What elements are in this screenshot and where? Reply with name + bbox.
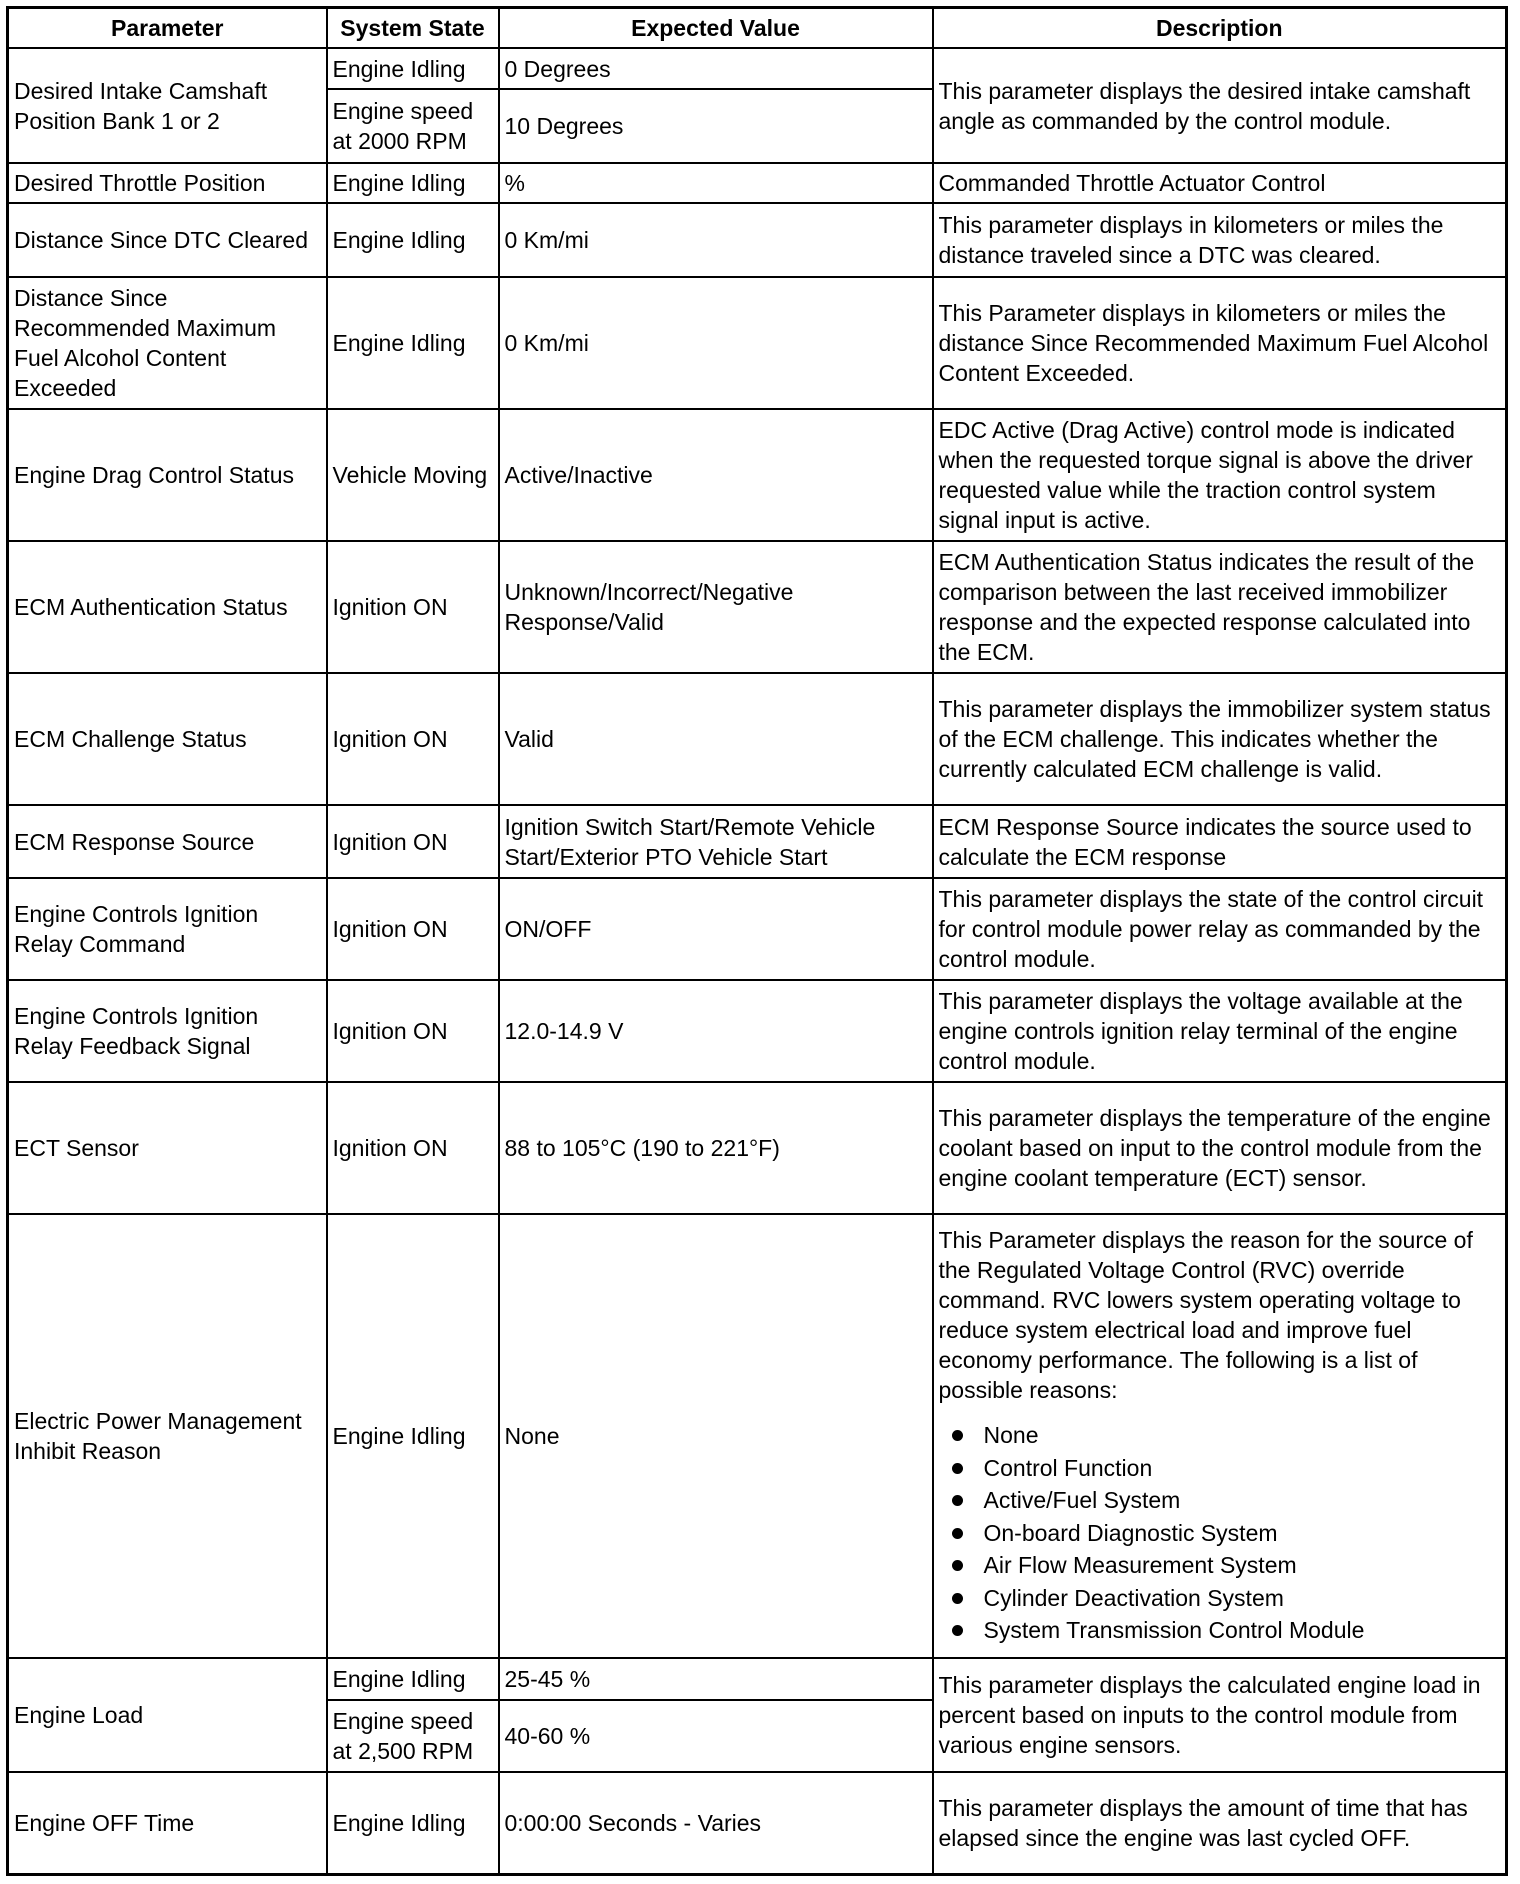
- description-text: This parameter displays the temperature of the engine coolant based on input to the control module from the engine coolant temperature (ECT) sensor.: [938, 1105, 1491, 1191]
- system-state: Engine Idling: [327, 1214, 499, 1658]
- description-text: This Parameter displays in kilometers or miles the distance Since Recommended Maximum Fuel Alcohol Content Exceeded.: [938, 300, 1489, 386]
- expected-value: ON/OFF: [499, 878, 933, 980]
- expected-value: 0 Km/mi: [499, 277, 933, 409]
- parameter-name: ECM Response Source: [8, 805, 327, 878]
- description-text: EDC Active (Drag Active) control mode is indicated when the requested torque signal is above the driver requested value while the traction control system signal input is active.: [938, 417, 1473, 533]
- expected-value: 12.0-14.9 V: [499, 980, 933, 1082]
- reason-item: Air Flow Measurement System: [984, 1549, 1501, 1582]
- table-row: [8, 1214, 1507, 1658]
- description: [933, 203, 1507, 277]
- reason-item: System Transmission Control Module: [984, 1614, 1501, 1647]
- reason-item: None: [984, 1419, 1501, 1452]
- header-system-state: System State: [327, 8, 499, 49]
- expected-value: None: [499, 1214, 933, 1658]
- table-row: [8, 541, 1507, 673]
- expected-value: 25-45 %: [499, 1658, 933, 1700]
- parameter-name: Engine Controls Ignition Relay Command: [8, 878, 327, 980]
- expected-value: Active/Inactive: [499, 409, 933, 541]
- description-text: This parameter displays the state of the control circuit for control module power relay as commanded by the control module.: [938, 886, 1484, 972]
- table-row: [8, 1658, 1507, 1700]
- expected-value: 0:00:00 Seconds - Varies: [499, 1772, 933, 1874]
- system-state: Ignition ON: [327, 980, 499, 1082]
- system-state: Engine speed at 2000 RPM: [327, 89, 499, 163]
- header-parameter: Parameter: [8, 8, 327, 49]
- header-row: [8, 8, 1507, 49]
- parameter-name: ECM Challenge Status: [8, 673, 327, 805]
- description: [933, 673, 1507, 805]
- system-state: Ignition ON: [327, 1082, 499, 1214]
- system-state: Engine speed at 2,500 RPM: [327, 1700, 499, 1772]
- parameter-name: ECT Sensor: [8, 1082, 327, 1214]
- parameter-name: Engine Drag Control Status: [8, 409, 327, 541]
- parameter-name: ECM Authentication Status: [8, 541, 327, 673]
- system-state: Engine Idling: [327, 203, 499, 277]
- expected-value: Ignition Switch Start/Remote Vehicle Start/Exterior PTO Vehicle Start: [499, 805, 933, 878]
- description: [933, 1772, 1507, 1874]
- description-text: ECM Response Source indicates the source used to calculate the ECM response: [938, 813, 1472, 870]
- description: [933, 878, 1507, 980]
- description-text: Commanded Throttle Actuator Control: [938, 170, 1326, 196]
- parameter-table: [6, 6, 1508, 1876]
- description: [933, 277, 1507, 409]
- system-state: Engine Idling: [327, 277, 499, 409]
- parameter-name: Distance Since DTC Cleared: [8, 203, 327, 277]
- system-state: Engine Idling: [327, 1658, 499, 1700]
- description: [933, 541, 1507, 673]
- expected-value: 0 Degrees: [499, 48, 933, 89]
- description: [933, 980, 1507, 1082]
- description: [933, 163, 1507, 203]
- parameter-name: Engine Load: [8, 1658, 327, 1772]
- system-state: Ignition ON: [327, 673, 499, 805]
- expected-value: 0 Km/mi: [499, 203, 933, 277]
- table-row: [8, 980, 1507, 1082]
- system-state: Vehicle Moving: [327, 409, 499, 541]
- table-row: [8, 878, 1507, 980]
- expected-value: Valid: [499, 673, 933, 805]
- system-state: Engine Idling: [327, 163, 499, 203]
- expected-value: Unknown/Incorrect/Negative Response/Valid: [499, 541, 933, 673]
- table-row: [8, 48, 1507, 89]
- description-text: This parameter displays the immobilizer system status of the ECM challenge. This indicates whether the currently calculated ECM challenge is valid.: [938, 696, 1491, 782]
- expected-value: 10 Degrees: [499, 89, 933, 163]
- description-text: This Parameter displays the reason for the source of the Regulated Voltage Control (RVC) override command. RVC lowers system operating voltage to reduce system electrical load and improve fuel economy performance. The following is a list of possible reasons:: [938, 1227, 1473, 1404]
- header-expected-value: Expected Value: [499, 8, 933, 49]
- parameter-name: Engine Controls Ignition Relay Feedback Signal: [8, 980, 327, 1082]
- description: [933, 1082, 1507, 1214]
- parameter-name: Desired Throttle Position: [8, 163, 327, 203]
- table-row: [8, 805, 1507, 878]
- description-text: This parameter displays in kilometers or miles the distance traveled since a DTC was cleared.: [938, 212, 1444, 268]
- parameter-name: Electric Power Management Inhibit Reason: [8, 1214, 327, 1658]
- reason-item: Control Function: [984, 1452, 1501, 1485]
- reason-item: On-board Diagnostic System: [984, 1517, 1501, 1550]
- system-state: Ignition ON: [327, 541, 499, 673]
- table-row: [8, 277, 1507, 409]
- expected-value: 40-60 %: [499, 1700, 933, 1772]
- reason-item: Active/Fuel System: [984, 1484, 1501, 1517]
- table-row: [8, 409, 1507, 541]
- description: This parameter displays the desired intake camshaft angle as commanded by the control module.: [933, 48, 1507, 163]
- description: [933, 1214, 1507, 1658]
- parameter-name: Engine OFF Time: [8, 1772, 327, 1874]
- table-row: [8, 673, 1507, 805]
- description-text: ECM Authentication Status indicates the result of the comparison between the last received immobilizer response and the expected response calculated into the ECM.: [938, 549, 1475, 665]
- description: This parameter displays the calculated engine load in percent based on inputs to the control module from various engine sensors.: [933, 1658, 1507, 1772]
- system-state: Engine Idling: [327, 1772, 499, 1874]
- table-row: [8, 1772, 1507, 1874]
- description-text: This parameter displays the voltage available at the engine controls ignition relay terminal of the engine control module.: [938, 988, 1463, 1074]
- description: [933, 805, 1507, 878]
- parameter-name: Desired Intake Camshaft Position Bank 1 or 2: [8, 48, 327, 163]
- reason-item: Cylinder Deactivation System: [984, 1582, 1501, 1615]
- system-state: Engine Idling: [327, 48, 499, 89]
- description: [933, 409, 1507, 541]
- table-row: [8, 203, 1507, 277]
- description-text: This parameter displays the amount of time that has elapsed since the engine was last cycled OFF.: [938, 1794, 1468, 1851]
- table-row: [8, 163, 1507, 203]
- header-description: Description: [933, 8, 1507, 49]
- table-row: [8, 1082, 1507, 1214]
- expected-value: %: [499, 163, 933, 203]
- reason-list: [939, 1419, 1501, 1647]
- parameter-name: Distance Since Recommended Maximum Fuel Alcohol Content Exceeded: [8, 277, 327, 409]
- expected-value: 88 to 105°C (190 to 221°F): [499, 1082, 933, 1214]
- system-state: Ignition ON: [327, 805, 499, 878]
- system-state: Ignition ON: [327, 878, 499, 980]
